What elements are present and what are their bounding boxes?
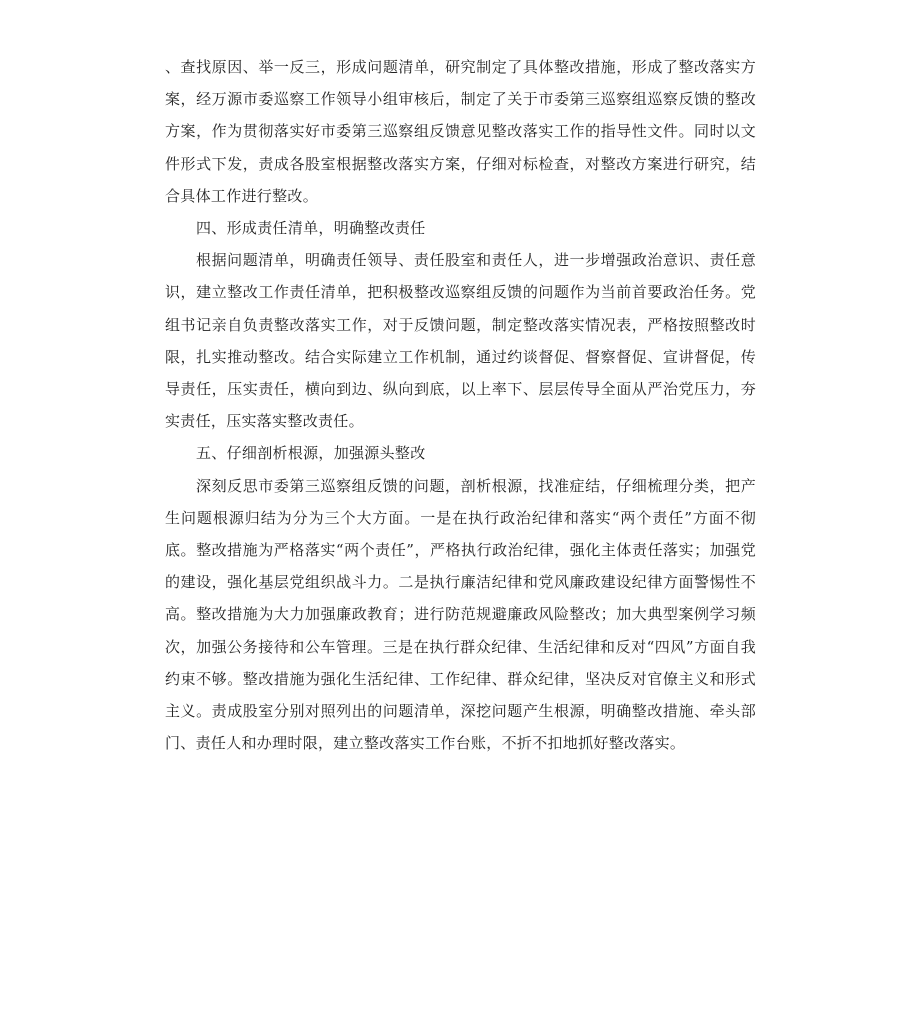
document-page — [165, 51, 756, 759]
section-heading-five: 五、仔细剖析根源，加强源头整改 — [196, 444, 426, 463]
paragraph-root-cause: 深刻反思市委第三巡察组反馈的问题，剖析根源，找准症结，仔细梳理分类，把产生问题根源归结为分为三个大方面。一是在执行政治纪律和落实“两个责任”方面不彻底。整改措施为严格落实“两个责任”，严格执行政治纪律，强化主体责任落实；加强党的建设，强化基层党组织战斗力。二是执行廉洁纪律和党风廉政建设纪律方面警惕性不高。整改措施为大力加强廉政教育；进行防范规避廉政风险整改；加大典型案例学习频次，加强公务接待和公车管理。三是在执行群众纪律、生活纪律和反对“四风”方面自我约束不够。整改措施为强化生活纪律、工作纪律、群众纪律，坚决反对官僚主义和形式主义。责成股室分别对照列出的问题清单，深挖问题产生根源，明确整改措施、牵头部门、责任人和办理时限，建立整改落实工作台账，不折不扣地抓好整改落实。 — [165, 476, 756, 753]
paragraph-responsibility: 根据问题清单，明确责任领导、责任股室和责任人，进一步增强政治意识、责任意识，建立整改工作责任清单，把积极整改巡察组反馈的问题作为当前首要政治任务。党组书记亲自负责整改落实工作，对于反馈问题，制定整改落实情况表，严格按照整改时限，扎实推动整改。结合实际建立工作机制，通过约谈督促、督察督促、宣讲督促，传导责任，压实责任，横向到边、纵向到底，以上率下、层层传导全面从严治党压力，夯实责任，压实落实整改责任。 — [165, 251, 756, 431]
paragraph-continuation: 、查找原因、举一反三，形成问题清单，研究制定了具体整改措施，形成了整改落实方案，经万源市委巡察工作领导小组审核后，制定了关于市委第三巡察组巡察反馈的整改方案，作为贯彻落实好市委第三巡察组反馈意见整改落实工作的指导性文件。同时以文件形式下发，责成各股室根据整改落实方案，仔细对标检查，对整改方案进行研究，结合具体工作进行整改。 — [165, 58, 756, 205]
section-heading-four: 四、形成责任清单，明确整改责任 — [196, 219, 426, 238]
